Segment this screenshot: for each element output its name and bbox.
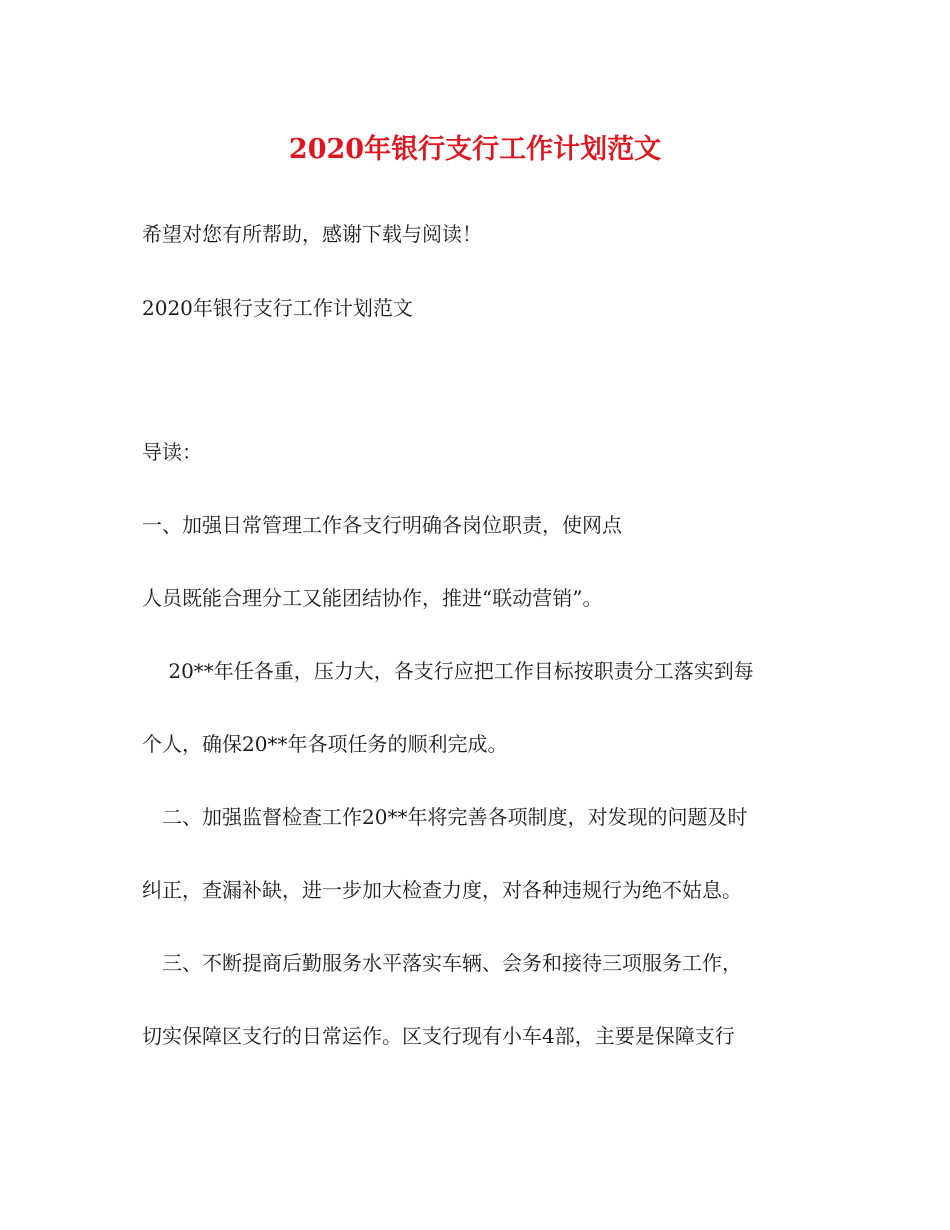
paragraph-line: 切实保障区支行的日常运作。区支行现有小车4部，主要是保障支行 [142, 1024, 735, 1048]
paragraph-line: 20**年任各重，压力大，各支行应把工作目标按职责分工落实到每 [142, 659, 754, 683]
intro-line: 希望对您有所帮助，感谢下载与阅读！ [142, 222, 482, 246]
paragraph-line: 二、加强监督检查工作20**年将完善各项制度，对发现的问题及时 [142, 805, 748, 829]
paragraph-line: 一、加强日常管理工作各支行明确各岗位职责，使网点 [142, 513, 622, 537]
paragraph-line: 个人，确保20**年各项任务的顺利完成。 [142, 732, 508, 756]
paragraph-line: 人员既能合理分工又能团结协作，推进“联动营销”。 [142, 586, 603, 610]
guide-heading: 导读： [142, 440, 202, 464]
subtitle-line: 2020年银行支行工作计划范文 [142, 296, 413, 320]
paragraph-line: 纠正，查漏补缺，进一步加大检查力度，对各种违规行为绝不姑息。 [142, 878, 742, 902]
document-title: 2020年银行支行工作计划范文 [288, 134, 662, 165]
paragraph-line: 三、不断提商后勤服务水平落实车辆、会务和接待三项服务工作， [142, 951, 742, 975]
